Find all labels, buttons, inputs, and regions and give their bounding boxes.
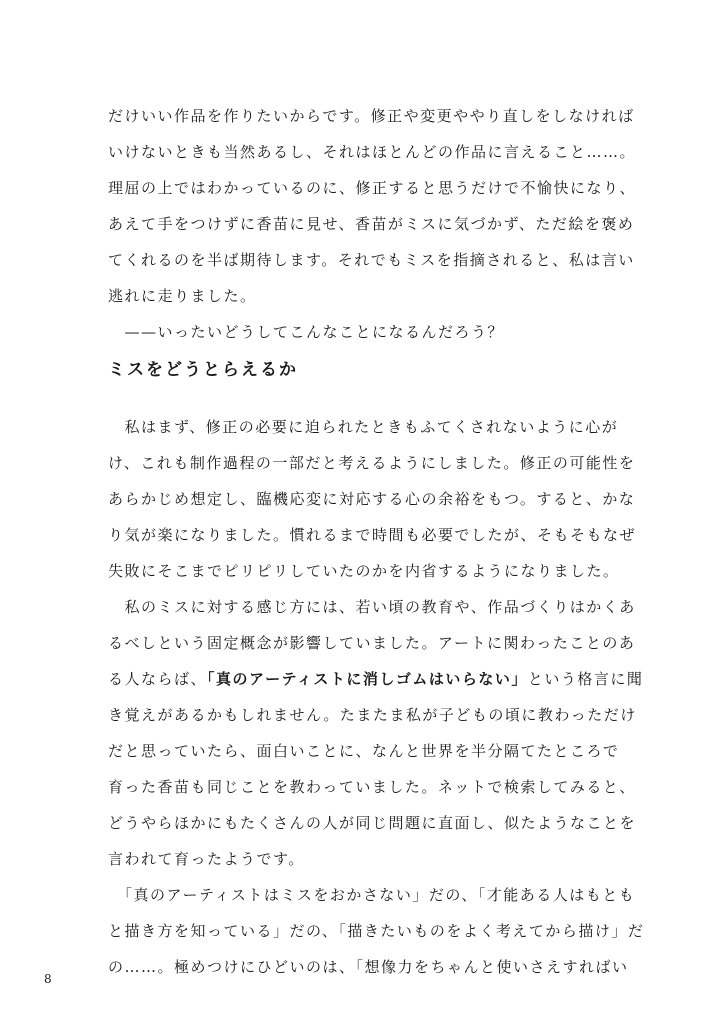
section-heading: ミスをどうとらえるか (108, 360, 298, 380)
text-line: 私のミスに対する感じ方には、若い頃の教育や、作品づくりはかくあ (108, 598, 636, 616)
text-line: 逃れに走りました。 (108, 287, 257, 305)
text-line: だと思っていたら、面白いことに、なんと世界を半分隔てたところで (108, 742, 620, 760)
text-line: 育った香苗も同じことを教わっていました。ネットで検索してみると、 (108, 778, 636, 796)
text-line: あえて手をつけずに香苗に見せ、香苗がミスに気づかず、ただ絵を褒め (108, 215, 635, 233)
text-line: どうやらほかにもたくさんの人が同じ問題に直面し、似たようなことを (108, 814, 637, 832)
text-line: 言われて育ったようです。 (108, 850, 305, 868)
text-line: り気が楽になりました。慣れるまで時間も必要でしたが、そもそもなぜ (108, 526, 637, 544)
text-line: てくれるのを半ば期待します。それでもミスを指摘されると、私は言い (108, 251, 635, 269)
text-line: あらかじめ想定し、臨機応変に対応する心の余裕をもつ。すると、かな (108, 490, 636, 508)
text-line: いけないときも当然あるし、それはほとんどの作品に言えること……。 (108, 143, 637, 161)
text-line: るべしという固定概念が影響していました。アートに関わったことのあ (108, 634, 636, 652)
text-segment: という格言に聞 (527, 670, 644, 688)
text-line: 失敗にそこまでピリピリしていたのかを内省するようになりました。 (108, 562, 620, 580)
text-line: と描き方を知っている」だの、「描きたいものをよく考えてから描け」だ (108, 922, 645, 940)
text-line: 私はまず、修正の必要に迫られたときもふてくされないように心が (108, 418, 619, 436)
bold-quote: 「真のアーティストに消しゴムはいらない」 (207, 670, 528, 688)
text-line: け、これも制作過程の一部だと考えるようにしました。修正の可能性を (108, 454, 636, 472)
page-number: 8 (44, 972, 52, 986)
text-line: 「真のアーティストはミスをおかさない」だの、「才能ある人はもとも (108, 886, 636, 904)
text-line: だけいい作品を作りたいからです。修正や変更ややり直しをしなければ (108, 107, 635, 125)
intro-paragraph (108, 98, 637, 350)
body-paragraphs (108, 409, 645, 985)
text-line: 理屈の上ではわかっているのに、修正すると思うだけで不愉快になり、 (108, 179, 637, 197)
text-segment: る人ならば、 (108, 670, 208, 688)
text-line: き覚えがあるかもしれません。たまたま私が子どもの頃に教わっただけ (108, 706, 637, 724)
text-line-with-quote (108, 661, 644, 697)
text-line: ——いったいどうしてこんなことになるんだろう？ (108, 323, 505, 341)
text-line: の……。極めつけにひどいのは、「想像力をちゃんと使いさえすればい (108, 958, 629, 976)
